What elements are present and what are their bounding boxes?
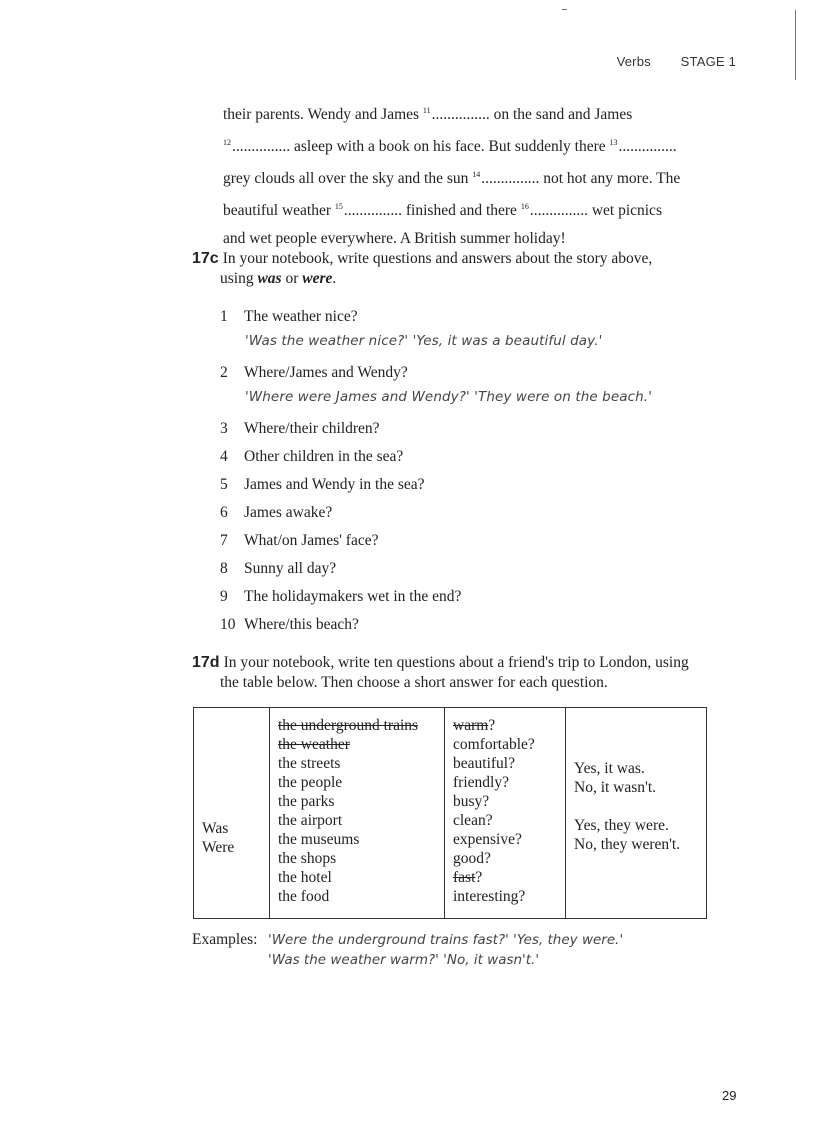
scan-mark <box>562 9 567 10</box>
verb-option: Was <box>202 820 229 837</box>
gap-number: 16 <box>520 202 529 211</box>
gap-number: 11 <box>422 106 431 115</box>
instruction-text: In your notebook, write questions and answers about the story above, <box>222 250 653 267</box>
verb-option: Were <box>202 839 235 856</box>
adjective-option: busy? <box>453 793 490 810</box>
page-edge-line <box>795 10 796 80</box>
subject-option: the food <box>278 888 330 905</box>
story-text-run: ............... finished and there <box>343 202 521 219</box>
item-text: Other children in the sea? <box>244 448 404 465</box>
item-text: The weather nice? <box>244 308 358 325</box>
example-text: 'Were the underground trains fast?' 'Yes, they were.' <box>268 932 624 948</box>
instruction-continued <box>192 269 732 289</box>
substitution-table <box>193 707 707 919</box>
adjective-option <box>453 716 557 735</box>
item-text: Where/their children? <box>244 420 380 437</box>
story-text-run: ............... <box>618 138 677 155</box>
story-text-run: beautiful weather <box>223 202 335 219</box>
list-item <box>220 558 720 586</box>
short-answer-column <box>566 708 707 919</box>
list-item <box>220 306 720 362</box>
item-number: 1 <box>220 308 228 325</box>
subject-column <box>270 708 445 919</box>
item-text: James awake? <box>244 504 333 521</box>
adjective-option: beautiful? <box>453 755 515 772</box>
spacer <box>574 797 698 816</box>
verb-column <box>194 708 270 919</box>
adjective-crossed: fast <box>453 869 476 886</box>
story-text-run: ............... on the sand and James <box>431 106 633 123</box>
story-text <box>223 97 743 253</box>
header-section: Verbs <box>616 54 651 69</box>
running-header <box>617 54 736 69</box>
story-line <box>223 193 743 225</box>
adjective-option: good? <box>453 850 491 867</box>
examples-label: Examples: <box>192 931 258 948</box>
item-text: The holidaymakers wet in the end? <box>244 588 462 605</box>
list-item <box>220 362 720 418</box>
subject-option: the people <box>278 774 343 791</box>
question-mark: ? <box>488 717 496 734</box>
subject-option: the museums <box>278 831 360 848</box>
subject-option: the shops <box>278 850 337 867</box>
question-mark: ? <box>475 869 483 886</box>
subject-option: the hotel <box>278 869 332 886</box>
story-text-run: and wet people everywhere. A British summer holiday! <box>223 230 566 247</box>
adjective-option: friendly? <box>453 774 509 791</box>
list-item <box>220 446 720 474</box>
story-text-run: ............... wet picnics <box>529 202 662 219</box>
exercise-number: 17d <box>192 654 220 671</box>
gap-number: 15 <box>334 202 343 211</box>
instruction-continued: the table below. Then choose a short answer for each question. <box>220 674 608 691</box>
keyword-were: were <box>302 270 333 287</box>
short-answer: Yes, they were. <box>574 817 669 834</box>
adjective-column <box>445 708 566 919</box>
instruction-text: using <box>220 270 258 287</box>
adjective-option: clean? <box>453 812 493 829</box>
example-line <box>192 950 623 970</box>
story-text-run: grey clouds all over the sky and the sun <box>223 170 473 187</box>
item-number: 2 <box>220 364 228 381</box>
adjective-option: interesting? <box>453 888 526 905</box>
short-answer: No, they weren't. <box>574 836 681 853</box>
examples-block <box>192 930 623 970</box>
item-number: 5 <box>220 476 228 493</box>
list-item <box>220 418 720 446</box>
gap-number: 13 <box>609 138 618 147</box>
page-number: 29 <box>722 1088 737 1103</box>
subject-option: the streets <box>278 755 341 772</box>
item-number: 10 <box>220 616 236 633</box>
item-number: 6 <box>220 504 228 521</box>
list-item <box>220 530 720 558</box>
subject-option: the parks <box>278 793 335 810</box>
exercise-number: 17c <box>192 250 219 267</box>
subject-option: the airport <box>278 812 343 829</box>
instruction-text: . <box>332 270 337 287</box>
question-list <box>220 306 720 642</box>
item-number: 7 <box>220 532 228 549</box>
keyword-was: was <box>257 270 282 287</box>
list-item <box>220 614 720 642</box>
example-answer: 'Was the weather nice?' 'Yes, it was a beautiful day.' <box>245 333 603 349</box>
list-item <box>220 502 720 530</box>
story-text-run: ............... not hot any more. The <box>481 170 681 187</box>
instruction-text: or <box>281 270 303 287</box>
adjective-crossed: warm <box>453 717 489 734</box>
item-number: 8 <box>220 560 228 577</box>
adjective-option: comfortable? <box>453 736 535 753</box>
example-text: 'Was the weather warm?' 'No, it wasn't.' <box>268 952 540 968</box>
exercise-17c-heading <box>192 249 732 289</box>
story-line <box>223 97 743 129</box>
story-line <box>223 161 743 193</box>
example-answer: 'Where were James and Wendy?' 'They were on the beach.' <box>245 389 652 405</box>
header-stage: STAGE 1 <box>680 54 736 69</box>
item-number: 9 <box>220 588 228 605</box>
list-item <box>220 474 720 502</box>
item-text: Sunny all day? <box>244 560 337 577</box>
item-text: Where/this beach? <box>244 616 359 633</box>
gap-number: 14 <box>472 170 481 179</box>
adjective-option: expensive? <box>453 831 522 848</box>
short-answer: No, it wasn't. <box>574 779 657 796</box>
story-line <box>223 129 743 161</box>
story-text-run: ............... asleep with a book on his face. But suddenly there <box>232 138 610 155</box>
story-text-run: their parents. Wendy and James <box>223 106 423 123</box>
item-text: Where/James and Wendy? <box>244 364 408 381</box>
item-text: James and Wendy in the sea? <box>244 476 425 493</box>
exercise-17d-heading <box>192 653 732 693</box>
item-text: What/on James' face? <box>244 532 379 549</box>
short-answer: Yes, it was. <box>574 760 645 777</box>
example-line <box>192 930 623 950</box>
gap-number: 12 <box>223 138 231 147</box>
instruction-text: In your notebook, write ten questions about a friend's trip to London, using <box>223 654 689 671</box>
subject-option-crossed: the weather <box>278 736 350 753</box>
adjective-option <box>453 868 557 887</box>
list-item <box>220 586 720 614</box>
subject-option-crossed: the underground trains <box>278 717 419 734</box>
item-number: 3 <box>220 420 228 437</box>
item-number: 4 <box>220 448 228 465</box>
